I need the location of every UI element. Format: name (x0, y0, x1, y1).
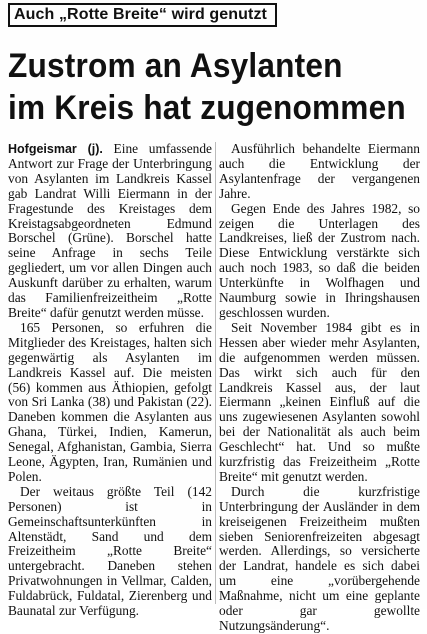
article-column-left (8, 142, 212, 619)
headline-line-1: Zustrom an Asylanten (8, 47, 343, 85)
paragraph-7: Durch die kurzfristige Unterbringung der Ausländer in dem kreiseigenen Freizeitheim mußten sieben Seniorenfreizeiten abgesagt werden. Allerdings, so versicherte der Landrat, handele es sich dabei um eine „vorübergehende Maßnahme, nicht um eine geplante oder gar gewollte Nutzungsänderung“. (219, 483, 420, 633)
paragraph-2: 165 Personen, so erfuhren die Mitglieder des Kreistages, halten sich gegenwärtig als Asylanten im Landkreis Kassel auf. Die meisten (56) kommen aus Äthiopien, gefolgt von Sri Lanka (38) und Pakistan (22). Daneben kommen die Asylanten aus Ghana, Türkei, Indien, Kamerun, Senegal, Afghanistan, Gambia, Sierra Leone, Ägypten, Iran, Rumänien und Polen. (8, 319, 212, 484)
article-column-right (219, 142, 420, 634)
headline-line-2: im Kreis hat zugenommen (8, 89, 406, 127)
headline (8, 45, 406, 129)
dateline: Hofgeismar (j). (8, 142, 103, 156)
paragraph-1 (8, 142, 212, 321)
paragraph-3: Der weitaus größte Teil (142 Personen) ist in Gemeinschaftsunterkünften in Altenstädt, Sand und dem Freizeitheim „Rotte Breite“ untergebracht. Daneben stehen Privatwohnungen in Vellmar, Calden, Fuldabrück, Fuldatal, Zierenberg und Baunatal zur Verfügung. (8, 483, 212, 619)
paragraph-6: Seit November 1984 gibt es in Hessen aber wieder mehr Asylanten, die aufgenommen werden müssen. Das wirkt sich auch für den Landkreis Kassel aus, der laut Eiermann „keinen Einfluß auf die uns zugewiesenen Asylanten sowohl bei der Nationalität als auch beim Geschlecht“ hat. Und so mußte kurzfristig das Freizeitheim „Rotte Breite“ mit genutzt werden. (219, 319, 420, 484)
kicker-box (8, 3, 277, 27)
paragraph-5: Gegen Ende des Jahres 1982, so zeigen die Unterlagen des Landkreises, ließ der Zustrom nach. Diese Entwicklung verstärkte sich auch noch 1983, so daß die beiden Unterkünfte in Wolfhagen und Naumburg sowie in Ihringshausen geschlossen wurden. (219, 200, 420, 320)
paragraph-1-text: Eine umfassende Antwort zur Frage der Unterbringung von Asylanten im Landkreis Kassel gab Landrat Willi Eiermann in der Fragestunde des Kreistages dem Kreistagsabgeordneten Edmund Borschel (Grüne). Borschel hatte seine Anfrage in sechs Teile gegliedert, um vor allen Dingen auch Auskunft darüber zu erhalten, warum das Familienfreizeitheim „Rotte Breite“ dafür genutzt werden müsse. (8, 141, 212, 320)
kicker-text: Auch „Rotte Breite“ wird genutzt (14, 6, 267, 23)
column-divider (215, 142, 216, 604)
paragraph-4: Ausführlich behandelte Eiermann auch die Entwicklung der Asylantenfrage der vergangenen Jahre. (219, 141, 420, 201)
